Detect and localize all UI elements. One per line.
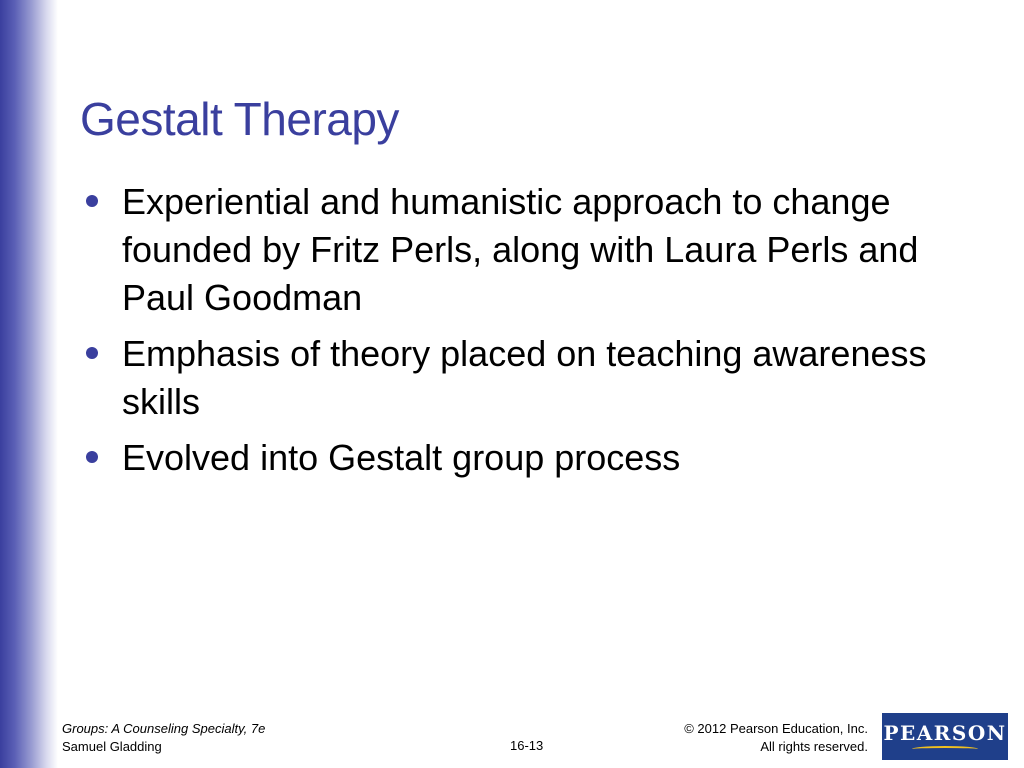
bullet-text: Evolved into Gestalt group process bbox=[122, 437, 681, 478]
bullet-text: Experiential and humanistic approach to change founded by Fritz Perls, along with Laura Perls and Paul Goodman bbox=[122, 181, 919, 318]
bullet-item bbox=[80, 178, 980, 322]
footer-copyright: © 2012 Pearson Education, Inc. bbox=[684, 721, 868, 736]
pearson-logo-text: PEARSON bbox=[883, 720, 1007, 745]
pearson-logo bbox=[882, 713, 1008, 760]
footer-book-title: Groups: A Counseling Specialty, 7e bbox=[62, 721, 266, 736]
side-gradient-bar bbox=[0, 0, 58, 768]
bullet-text: Emphasis of theory placed on teaching awareness skills bbox=[122, 333, 927, 422]
footer-rights: All rights reserved. bbox=[760, 739, 868, 754]
bullet-dot-icon bbox=[86, 347, 98, 359]
footer-author: Samuel Gladding bbox=[62, 739, 162, 754]
bullet-item bbox=[80, 434, 980, 482]
bullet-list bbox=[80, 178, 980, 490]
bullet-dot-icon bbox=[86, 451, 98, 463]
footer-copyright-block bbox=[684, 720, 868, 756]
bullet-dot-icon bbox=[86, 195, 98, 207]
bullet-item bbox=[80, 330, 980, 426]
footer-book-info bbox=[62, 720, 265, 756]
footer-page-number: 16-13 bbox=[510, 738, 544, 753]
pearson-swoosh-icon bbox=[912, 746, 978, 752]
slide-title: Gestalt Therapy bbox=[80, 93, 399, 145]
